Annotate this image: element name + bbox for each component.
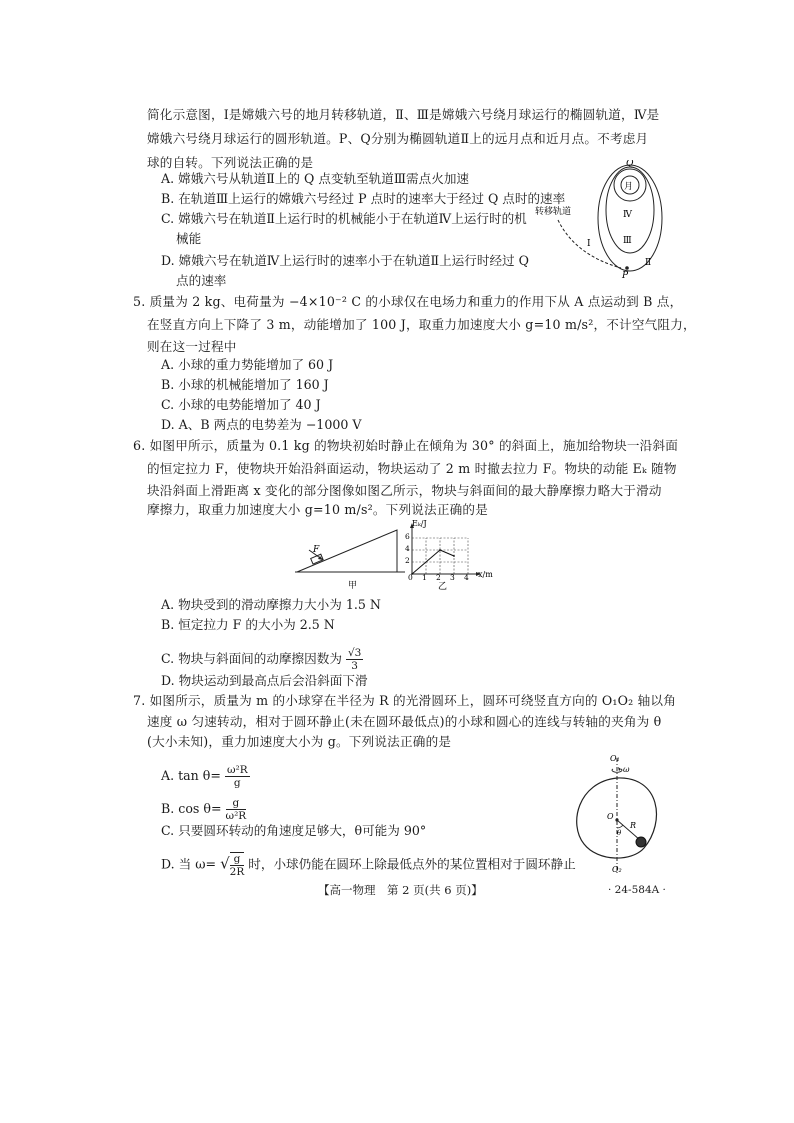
label-theta: θ [617,829,622,837]
q6-text-line-3: 块沿斜面上滑距离 x 变化的部分图像如图乙所示，物块与斜面间的最大静摩擦力略大于滑动 [147,483,662,498]
q7-option-a-fraction [225,764,250,789]
fraction-denominator: 2R [229,866,245,878]
q5-option-d: D. A、B 两点的电势差为 −1000 V [161,417,362,432]
label-i: Ⅰ [587,239,591,249]
q7-text-line-1: 7. 如图所示，质量为 m 的小球穿在半径为 R 的光滑圆环上，圆环可绕竖直方向的 O₁O₂ 轴以角 [133,693,676,708]
q6-option-c-text: C. 物块与斜面间的动摩擦因数为 [161,651,342,666]
caption-yi: 乙 [438,582,448,590]
q4-option-c: C. 嫦娥六号在轨道Ⅱ上运行时的机械能小于在轨道Ⅳ上运行时的机 [161,211,527,226]
q7-option-d-fraction [230,852,245,878]
x-tick-2: 2 [436,573,441,582]
q5-option-a: A. 小球的重力势能增加了 60 J [161,357,334,372]
q5-text-line-2: 在竖直方向上下降了 3 m，动能增加了 100 J，取重力加速度大小 g=10 m/s²，不计空气阻力， [147,317,696,332]
q6-option-b: B. 恒定拉力 F 的大小为 2.5 N [161,617,335,632]
q6-option-d: D. 物块运动到最高点后会沿斜面下滑 [161,673,368,688]
q4-text-line-3: 球的自转。下列说法正确的是 [147,155,314,170]
fraction-denominator: ω²R [225,810,247,822]
x-tick-0: 0 [408,573,413,582]
q5-option-b: B. 小球的机械能增加了 160 J [161,377,329,392]
q5-text-line-3: 则在这一过程中 [147,339,237,354]
chart-grid [412,538,468,574]
q4-option-d-cont: 点的速率 [176,273,227,288]
q5-text-line-1: 5. 质量为 2 kg、电荷量为 −4×10⁻² C 的小球仅在电场力和重力的作用下从 A 点运动到 B 点， [133,294,683,309]
q7-option-d [161,852,576,878]
ring-figure [570,752,670,877]
y-tick-4: 4 [405,544,410,553]
y-tick-6: 6 [405,532,410,541]
q7-option-a [161,764,250,789]
q7-option-b-fraction [226,797,247,822]
label-iii: Ⅲ [623,236,632,246]
q4-option-b: B. 在轨道Ⅲ上运行的嫦娥六号经过 P 点时的速率大于经过 Q 点时的速率 [161,191,566,206]
point-p [625,266,629,270]
fraction-numerator: ω²R [226,764,248,776]
q4-option-c-cont: 械能 [176,231,202,246]
q7-option-a-prefix: A. tan θ= [161,768,221,783]
incline-figure [295,520,410,592]
chart-ylabel: Eₖ/J [412,519,427,528]
ek-x-chart [398,518,500,590]
label-p: P [622,271,629,280]
paper-code: · 24-584A · [608,884,666,896]
label-o2: O₂ [612,865,622,874]
q4-option-d: D. 嫦娥六号在轨道Ⅳ上运行时的速率小于在轨道Ⅱ上运行时经过 Q [161,253,529,268]
theta-arc [617,825,623,828]
ek-point-2 [453,555,455,557]
q7-option-d-prefix: D. 当 ω= [161,856,217,872]
q6-option-c-fraction [346,647,363,672]
rotation-arrow-icon [618,767,621,771]
q4-option-a: A. 嫦娥六号从轨道Ⅱ上的 Q 点变轨至轨道Ⅲ需点火加速 [161,171,470,186]
incline [297,530,397,572]
chart-xlabel: x/m [478,570,493,579]
label-q: Q [626,160,634,169]
label-omega: ω [623,765,630,774]
label-r: R [630,821,637,830]
label-ii: Ⅱ [645,258,652,268]
q7-option-d-suffix: 时，小球仍能在圆环上除最低点外的某位置相对于圆环静止 [248,856,576,872]
q4-text-line-1: 简化示意图，Ⅰ是嫦娥六号的地月转移轨道，Ⅱ、Ⅲ是嫦娥六号绕月球运行的椭圆轨道，Ⅳ是 [147,107,660,122]
q6-option-c [161,647,363,672]
fraction-numerator: √3 [347,647,362,659]
label-moon: 月 [624,182,634,192]
q7-text-line-2: 速度 ω 匀速转动，相对于圆环静止(未在圆环最低点)的小球和圆心的连线与转轴的夹角为 θ [147,714,662,729]
q7-option-b-prefix: B. cos θ= [161,801,222,816]
q7-option-c: C. 只要圆环转动的角速度足够大，θ可能为 90° [161,823,427,838]
x-tick-1: 1 [422,573,427,582]
orbit-figure [535,160,675,280]
q7-option-b [161,797,246,822]
q6-text-line-2: 的恒定拉力 F，使物块开始沿斜面运动，物块运动了 2 m 时撤去拉力 F。物块的动能 Eₖ 随物 [147,461,677,476]
x-tick-4: 4 [464,573,469,582]
label-transfer: 转移轨道 [535,207,572,217]
x-tick-3: 3 [450,573,455,582]
q6-text-line-4: 摩擦力，取重力加速度大小 g=10 m/s²。下列说法正确的是 [147,502,489,517]
q6-option-a: A. 物块受到的滑动摩擦力大小为 1.5 N [161,597,381,612]
ek-segment-1 [440,550,454,556]
fraction-denominator: 3 [351,660,358,672]
q6-text-line-1: 6. 如图甲所示，质量为 0.1 kg 的物块初始时静止在倾角为 30° 的斜面上，施加给物块一沿斜面 [133,438,679,453]
q5-option-c: C. 小球的电势能增加了 40 J [161,397,321,412]
fraction-numerator: g [226,797,247,810]
ball [636,837,646,847]
page-footer: 【高一物理 第 2 页(共 6 页)】 [318,883,483,897]
sqrt-sign-icon: √ [220,854,230,873]
q7-text-line-3: (大小未知)，重力加速度大小为 g。下列说法正确的是 [147,734,452,749]
label-f: F [313,545,320,555]
q4-text-line-2: 嫦娥六号绕月球运行的圆形轨道。P、Q分别为椭圆轨道Ⅱ上的远月点和近月点。不考虑月 [147,131,649,146]
center-point [615,818,618,821]
caption-jia: 甲 [348,581,358,591]
ek-point-1 [439,549,441,551]
label-o1: O₁ [610,754,620,763]
fraction-denominator: g [233,777,241,789]
fraction-numerator: g [230,853,245,866]
y-tick-2: 2 [405,556,410,565]
label-iv: Ⅳ [623,210,632,220]
label-o: O [607,812,614,821]
